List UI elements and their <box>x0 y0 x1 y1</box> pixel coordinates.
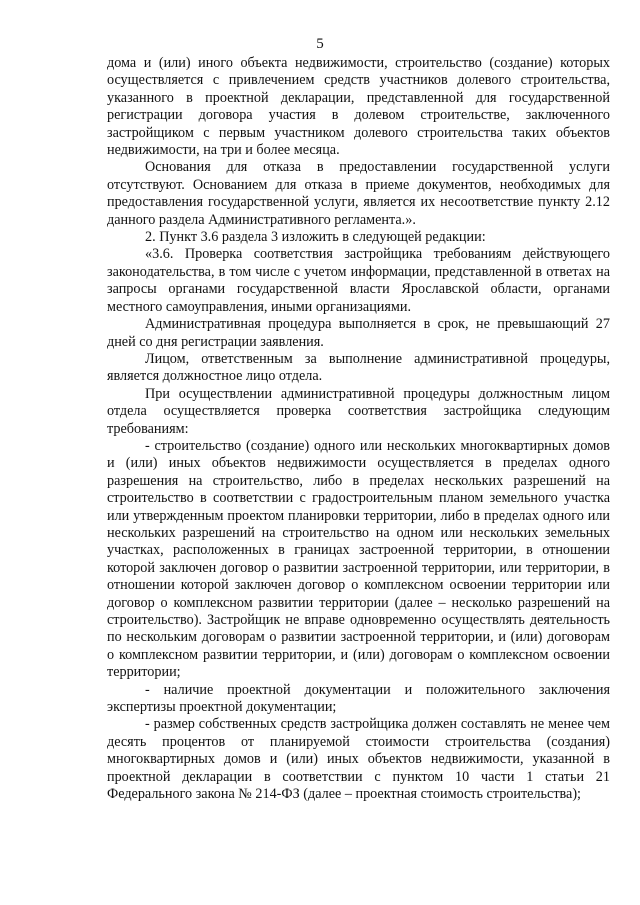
list-item-own-funds: - размер собственных средств застройщика должен составлять не менее чем десять процентов от планируемой стоимости строительства (создания) многоквартирных домов и (или) иных объектов недвижимости, указанной в проектной декларации в соответствии с пунктом 10 части 1 статьи 21 Федерального закона № 214-ФЗ (далее – проектная стоимость строительства); <box>107 716 610 803</box>
page-number: 5 <box>316 36 324 52</box>
paragraph-grounds-for-refusal: Основания для отказа в предоставлении государственной услуги отсутствуют. Основанием для отказа в приеме документов, необходимых для предоставления государственной услуги, является их несоответствие пункту 2.12 данного раздела Административного регламента.». <box>107 159 610 228</box>
paragraph-section-3-6: «3.6. Проверка соответствия застройщика требованиям действующего законодательства, в том числе с учетом информации, представленной в ответах на запросы органами государственной власти Ярославской области, органами местного самоуправления, иными организациями. <box>107 246 610 315</box>
list-item-construction: - строительство (создание) одного или нескольких многоквартирных домов и (или) иных объектов недвижимости осуществляется в пределах одного разрешения на строительство, либо в пределах нескольких разрешений на строительство в соответствии с градостроительным планом земельного участка или утвержденным проектом планировки территории, либо в пределах одного или нескольких разрешений на строительство на одном или нескольких земельных участках, расположенных в границах застроенной территории, в отношении которой заключен договор о развитии застроенной территории, или территории, в отношении которой заключен договор о комплексном освоении территории или договор о комплексном развитии территории (далее – несколько разрешений на строительство). Застройщик не вправе одновременно осуществлять деятельность по нескольким договорам о развитии застроенной территории, и (или) договорам о комплексном развитии территории, и (или) договорам о комплексном освоении территории; <box>107 437 610 681</box>
paragraph-responsible-person: Лицом, ответственным за выполнение административной процедуры, является должностное лицо отдела. <box>107 350 610 385</box>
list-item-project-documentation: - наличие проектной документации и положительного заключения экспертизы проектной документации; <box>107 681 610 716</box>
paragraph-procedure-term: Административная процедура выполняется в срок, не превышающий 27 дней со дня регистрации заявления. <box>107 316 610 350</box>
paragraph-continuation: дома и (или) иного объекта недвижимости, строительство (создание) которых осуществляется с привлечением средств участников долевого строительства, указанного в проектной декларации, представленной для государственной регистрации договора участия в долевом строительстве, заключенного застройщиком с первым участником долевого строительства таких объектов недвижимости, на три и более месяца. <box>107 55 610 159</box>
paragraph-requirements-intro: При осуществлении административной процедуры должностным лицом отдела осуществляется проверка соответствия застройщика следующим требованиям: <box>107 385 610 437</box>
paragraph-amendment-item-2: 2. Пункт 3.6 раздела 3 изложить в следующей редакции: <box>145 229 486 246</box>
document-body <box>107 55 610 803</box>
